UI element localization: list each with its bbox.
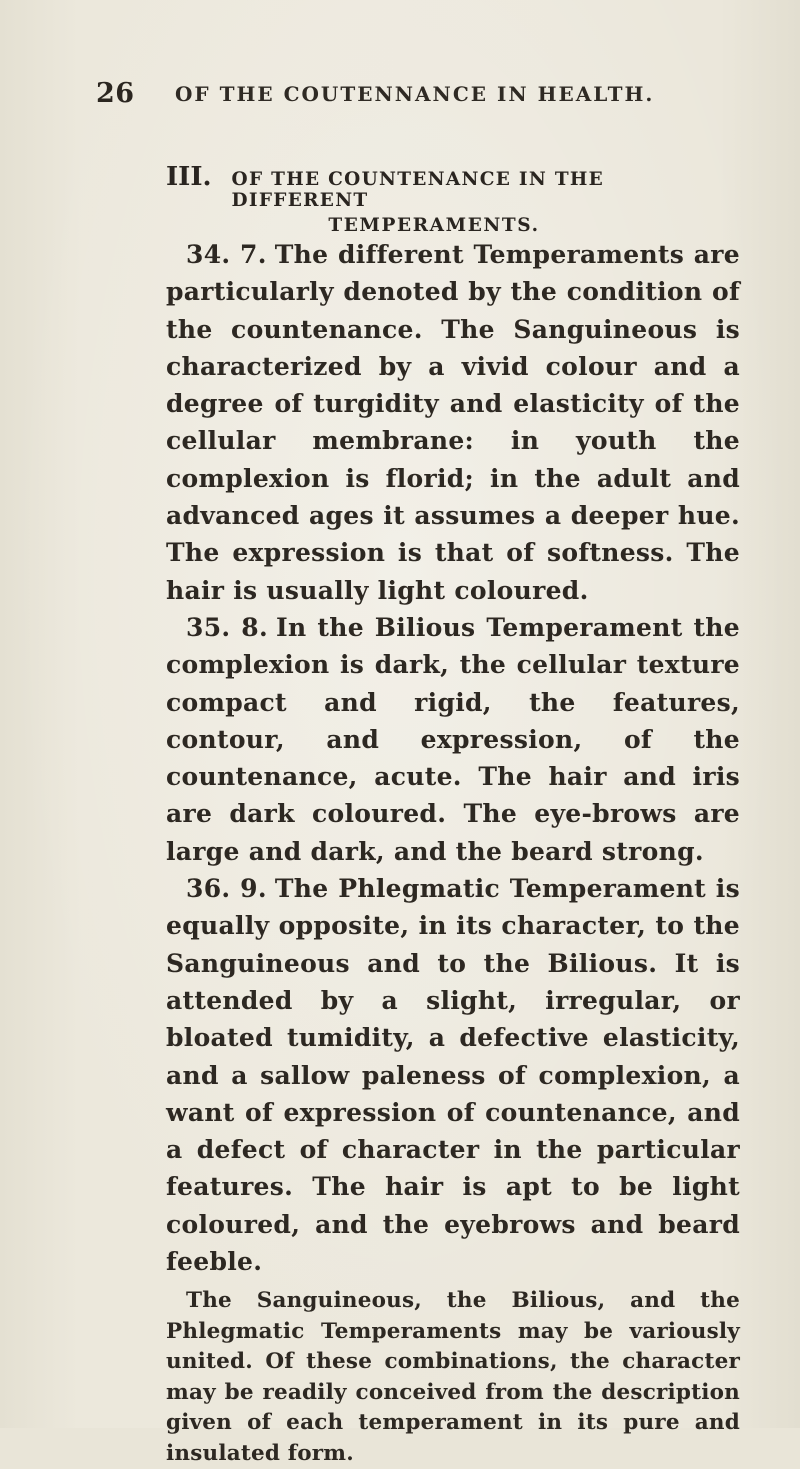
body-text (166, 162, 740, 1469)
paragraph-number: 34. 7. (186, 240, 267, 269)
paragraph-text: In the Bilious Temperament the complexion is dark, the cellular texture compact and rigid, the features, contour, and expression, of the countenance, acute. The hair and iris are dark coloured. The eye-brows are large and dark, and the beard strong. (166, 612, 740, 866)
section-title-line-2: TEMPERAMENTS. (328, 215, 540, 236)
paragraph-35 (166, 609, 740, 870)
closing-note-text: The Sanguineous, the Bilious, and the Phlegmatic Temperaments may be variously united. Of these combinations, the character may be readily conceived from the description given of each temperament in its pure and insulated form. (166, 1288, 740, 1466)
closing-note (166, 1286, 740, 1469)
section-heading (166, 162, 740, 211)
section-number: III. (166, 162, 212, 192)
paragraph-34 (166, 236, 740, 609)
running-title: OF THE COUTENNANCE IN HEALTH. (175, 82, 655, 106)
paragraph-text: The Phlegmatic Temperament is equally opposite, in its character, to the Sanguineous and to the Bilious. It is attended by a slight, irregular, or bloated tumidity, a defective elasticity, and a sallow paleness of complexion, a want of expression of countenance, and a defect of character in the particular features. The hair is apt to be light coloured, and the eyebrows and beard feeble. (166, 874, 740, 1277)
paragraph-number: 35. 8. (186, 612, 268, 642)
section-title-line-1: OF THE COUNTENANCE IN THE DIFFERENT (231, 169, 605, 211)
paragraph-text: The different Temperaments are particularly denoted by the condition of the countenance. The Sanguineous is characterized by a vivid colour and a degree of turgidity and elasticity of the cellular membrane: in youth the complexion is florid; in the adult and advanced ages it assumes a deeper hue. The expression is that of softness. The hair is usually light coloured. (166, 240, 740, 605)
page-number: 26 (96, 78, 135, 109)
paragraph-number: 36. 9. (186, 874, 267, 904)
paragraph-36 (166, 870, 740, 1280)
